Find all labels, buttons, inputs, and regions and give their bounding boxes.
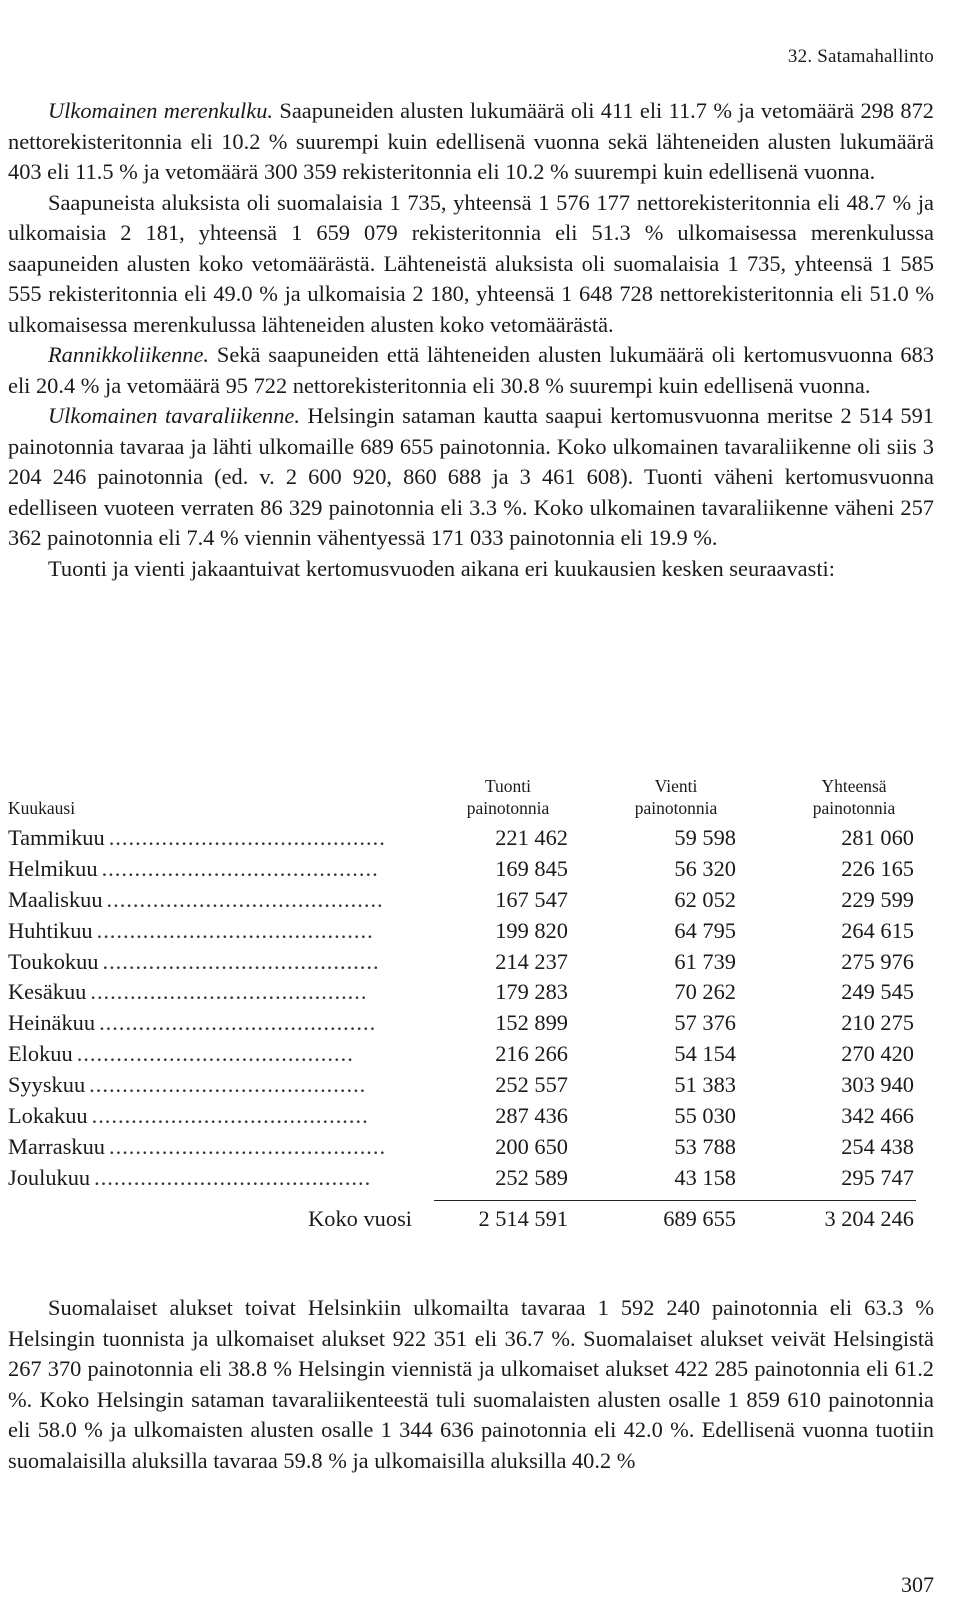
paragraph-lead-coastal-traffic: Rannikkoliikenne. bbox=[48, 342, 210, 367]
export-cell: 54 154 bbox=[674, 1041, 736, 1067]
table-row bbox=[8, 1134, 934, 1165]
paragraph-text-foreign-shipping: Saapuneiden alusten lukumäärä oli 411 eli 11.7 % ja vetomäärä 298 872 nettorekisteritonnia eli 10.2 % suurempi kuin edellisenä vuonna sekä lähteneiden alusten lukumäärä 403 eli 11.5 % ja vetomäärä 300 359 rekisteritonnia eli 10.2 % suurempi kuin edellisenä vuonna. bbox=[8, 98, 934, 184]
table-row bbox=[8, 1072, 934, 1103]
dot-leader: .......................................... bbox=[90, 979, 368, 1005]
month-label: Elokuu bbox=[8, 1041, 77, 1066]
month-label: Lokakuu bbox=[8, 1103, 92, 1128]
dot-leader: .......................................... bbox=[102, 948, 380, 974]
total-cell: 295 747 bbox=[841, 1164, 914, 1190]
body-text bbox=[8, 96, 934, 584]
import-cell: 169 845 bbox=[495, 855, 568, 881]
dot-leader: .......................................... bbox=[109, 1133, 387, 1159]
table-row bbox=[8, 1041, 934, 1072]
dot-leader: .......................................... bbox=[96, 917, 374, 943]
month-label: Syyskuu bbox=[8, 1072, 89, 1097]
table-row bbox=[8, 856, 934, 887]
dot-leader: .......................................... bbox=[91, 1103, 369, 1129]
month-label: Marraskuu bbox=[8, 1134, 109, 1159]
running-head: 32. Satamahallinto bbox=[787, 46, 934, 67]
table-row bbox=[8, 825, 934, 856]
import-total-cell: 2 514 591 bbox=[478, 1206, 568, 1231]
dot-leader: .......................................... bbox=[76, 1041, 354, 1067]
import-cell: 152 899 bbox=[495, 1010, 568, 1036]
month-cell bbox=[8, 887, 413, 913]
total-cell: 210 275 bbox=[841, 1010, 914, 1036]
total-cell: 254 438 bbox=[841, 1133, 914, 1159]
export-cell: 55 030 bbox=[674, 1103, 736, 1129]
table-row bbox=[8, 1103, 934, 1134]
export-cell: 59 598 bbox=[674, 825, 736, 850]
export-cell: 61 739 bbox=[674, 948, 736, 974]
closing-text bbox=[8, 1293, 934, 1477]
month-label: Huhtikuu bbox=[8, 918, 97, 943]
month-cell bbox=[8, 979, 413, 1005]
header-total-unit: painotonnia bbox=[812, 798, 896, 818]
table-row bbox=[8, 887, 934, 918]
paragraph-foreign-goods-traffic bbox=[8, 401, 934, 554]
page-number: 307 bbox=[901, 1572, 934, 1597]
total-cell: 270 420 bbox=[841, 1041, 914, 1067]
paragraph-table-intro: Tuonti ja vienti jakaantuivat kertomusvuoden aikana eri kuukausien kesken seuraavasti: bbox=[48, 555, 835, 581]
header-import-title: Tuonti bbox=[484, 776, 532, 796]
grand-total-cell: 3 204 246 bbox=[824, 1206, 914, 1231]
export-cell: 56 320 bbox=[674, 855, 736, 881]
month-label: Kesäkuu bbox=[8, 979, 90, 1004]
export-cell: 43 158 bbox=[674, 1164, 736, 1190]
export-cell: 64 795 bbox=[674, 917, 736, 943]
export-cell: 51 383 bbox=[674, 1072, 736, 1098]
header-export-unit: painotonnia bbox=[634, 798, 718, 818]
total-cell: 342 466 bbox=[841, 1103, 914, 1129]
paragraph-vessel-nationality: Suomalaiset alukset toivat Helsinkiin ulkomailta tavaraa 1 592 240 painotonnia eli 63.3 % Helsingin tuonnista ja ulkomaiset alukset 922 351 eli 36.7 %. Suomalaiset alukset veivät Helsingistä 267 370 painotonnia eli 38.8 % Helsingin viennistä ja ulkomaiset alukset 422 285 painotonnia eli 61.2 %. Koko Helsingin sataman tavaraliikenteestä tuli suomalaisten alusten osalle 1 859 610 painotonnia eli 58.0 % ja ulkomaisten alusten osalle 1 344 636 painotonnia eli 42.0 %. Edellisenä vuonna tuotiin suomalaisilla aluksilla tavaraa 59.8 % ja ulkomaisilla aluksilla 40.2 % bbox=[8, 1295, 934, 1473]
month-cell bbox=[8, 825, 413, 851]
import-cell: 252 589 bbox=[495, 1164, 568, 1190]
import-cell: 221 462 bbox=[495, 825, 568, 850]
dot-leader: .......................................... bbox=[99, 1010, 377, 1036]
month-label: Helmikuu bbox=[8, 856, 102, 881]
paragraph-arrivals-departures: Saapuneista aluksista oli suomalaisia 1 735, yhteensä 1 576 177 nettorekisteritonnia eli 48.7 % ja ulkomaisia 2 181, yhteensä 1 659 079 rekisteritonnia eli 51.3 % ulkomaisessa merenkulussa saapuneiden alusten koko vetomäärästä. Lähteneistä aluksista oli suomalaisia 1 735, yhteensä 1 585 555 rekisteritonnia eli 49.0 % ja ulkomaisia 2 180, yhteensä 1 648 728 nettorekisteritonnia eli 51.0 % ulkomaisessa merenkulussa lähteneiden alusten koko vetomäärästä. bbox=[8, 189, 934, 337]
total-cell: 303 940 bbox=[841, 1072, 914, 1098]
import-cell: 199 820 bbox=[495, 917, 568, 943]
total-label: Koko vuosi bbox=[308, 1206, 412, 1231]
dot-leader: .......................................... bbox=[106, 886, 384, 912]
month-cell bbox=[8, 1010, 413, 1036]
month-label: Tammikuu bbox=[8, 825, 109, 850]
month-label: Toukokuu bbox=[8, 949, 102, 974]
month-cell bbox=[8, 1041, 413, 1067]
table-row bbox=[8, 918, 934, 949]
import-cell: 179 283 bbox=[495, 979, 568, 1005]
month-cell bbox=[8, 1134, 413, 1160]
header-import-unit: painotonnia bbox=[466, 798, 550, 818]
export-cell: 62 052 bbox=[674, 886, 736, 912]
export-cell: 57 376 bbox=[674, 1010, 736, 1036]
table-row bbox=[8, 949, 934, 980]
export-cell: 70 262 bbox=[674, 979, 736, 1005]
month-cell bbox=[8, 1103, 413, 1129]
month-cell bbox=[8, 1165, 413, 1191]
export-total-cell: 689 655 bbox=[663, 1206, 736, 1231]
table-row bbox=[8, 979, 934, 1010]
dot-leader: .......................................... bbox=[94, 1164, 372, 1190]
month-cell bbox=[8, 856, 413, 882]
header-total-title: Yhteensä bbox=[821, 776, 887, 796]
dot-leader: .......................................... bbox=[101, 855, 379, 881]
import-cell: 214 237 bbox=[495, 948, 568, 974]
month-cell bbox=[8, 918, 413, 944]
paragraph-lead-foreign-shipping: Ulkomainen merenkulku. bbox=[48, 98, 274, 123]
import-cell: 167 547 bbox=[495, 886, 568, 912]
table-row bbox=[8, 1165, 934, 1196]
table-row bbox=[8, 1010, 934, 1041]
total-cell: 249 545 bbox=[841, 979, 914, 1005]
total-cell: 229 599 bbox=[841, 886, 914, 912]
table-body bbox=[8, 825, 934, 1196]
total-cell: 281 060 bbox=[841, 825, 914, 850]
import-cell: 252 557 bbox=[495, 1072, 568, 1098]
month-cell bbox=[8, 949, 413, 975]
total-cell: 226 165 bbox=[841, 855, 914, 881]
header-export-title: Vienti bbox=[654, 776, 698, 796]
month-cell bbox=[8, 1072, 413, 1098]
dot-leader: .......................................... bbox=[108, 825, 386, 850]
paragraph-lead-foreign-goods: Ulkomainen tavaraliikenne. bbox=[48, 403, 300, 428]
header-month: Kuukausi bbox=[8, 798, 76, 818]
document-page bbox=[8, 0, 934, 1613]
paragraph-text-foreign-goods: Helsingin sataman kautta saapui kertomusvuonna meritse 2 514 591 painotonnia tavaraa ja lähti ulkomaille 689 655 painotonnia. Koko ulkomainen tavaraliikenne oli siis 3 204 246 painotonnia (ed. v. 2 600 920, 860 688 ja 3 461 608). Tuonti väheni kertomusvuonna edelliseen vuoteen verraten 86 329 painotonnia eli 3.3 %. Koko ulkomainen tavaraliikenne väheni 257 362 painotonnia eli 7.4 % viennin vähentyessä 171 033 painotonnia eli 19.9 %. bbox=[8, 403, 935, 550]
total-cell: 264 615 bbox=[841, 917, 914, 943]
paragraph-text-coastal-traffic: Sekä saapuneiden että lähteneiden alusten lukumäärä oli kertomusvuonna 683 eli 20.4 % ja vetomäärä 95 722 nettorekisteritonnia eli 30.8 % suurempi kuin edellisenä vuonna. bbox=[8, 342, 934, 398]
total-cell: 275 976 bbox=[841, 948, 914, 974]
import-cell: 200 650 bbox=[495, 1133, 568, 1159]
month-label: Heinäkuu bbox=[8, 1010, 99, 1035]
table-total-row bbox=[8, 1206, 934, 1238]
paragraph-foreign-shipping bbox=[8, 96, 934, 188]
dot-leader: .......................................... bbox=[89, 1072, 367, 1098]
month-label: Maaliskuu bbox=[8, 887, 107, 912]
export-cell: 53 788 bbox=[674, 1133, 736, 1159]
import-cell: 287 436 bbox=[495, 1103, 568, 1129]
paragraph-coastal-traffic bbox=[8, 340, 934, 401]
total-rule bbox=[434, 1200, 916, 1201]
month-label: Joulukuu bbox=[8, 1165, 94, 1190]
import-cell: 216 266 bbox=[495, 1041, 568, 1067]
